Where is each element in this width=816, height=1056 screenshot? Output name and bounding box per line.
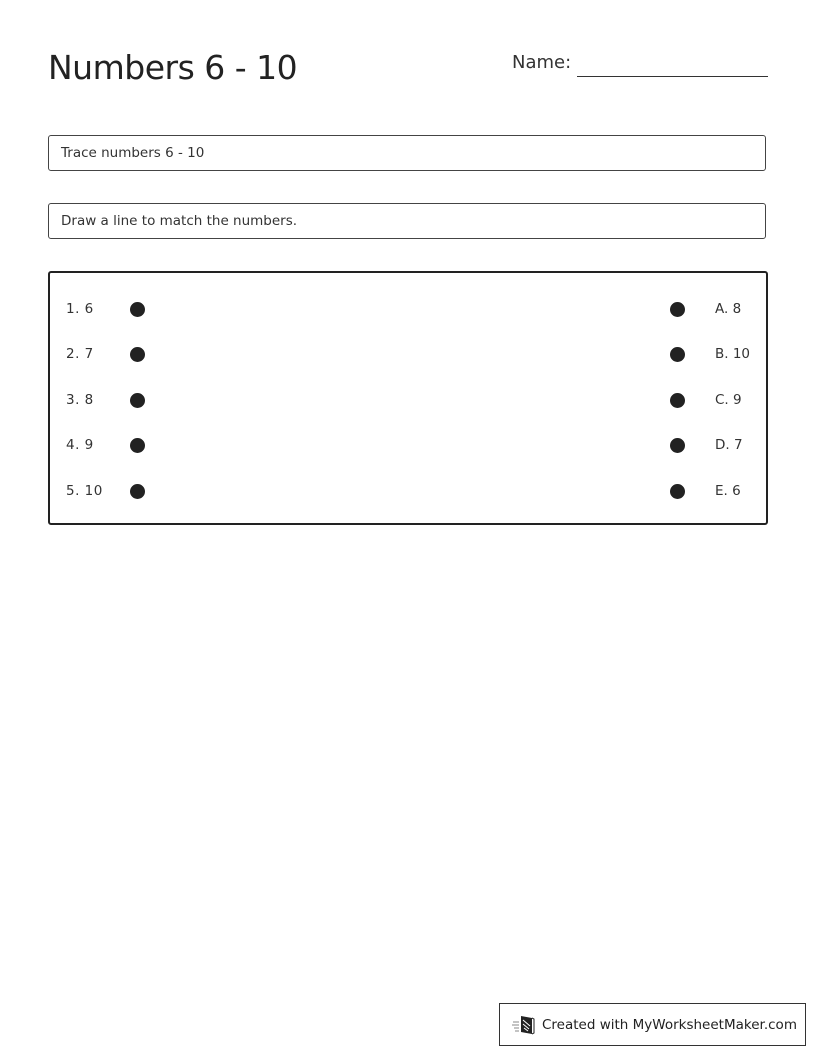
right-dot[interactable] xyxy=(670,484,685,499)
footer-badge[interactable] xyxy=(499,1003,806,1046)
left-dot[interactable] xyxy=(130,438,145,453)
right-dot[interactable] xyxy=(670,393,685,408)
right-item-label: B. 10 xyxy=(715,346,751,362)
left-dot[interactable] xyxy=(130,347,145,362)
right-dot[interactable] xyxy=(670,302,685,317)
page-title: Numbers 6 - 10 xyxy=(48,48,298,87)
left-item-label: 1. 6 xyxy=(66,301,94,317)
left-item-label: 5. 10 xyxy=(66,483,103,499)
matching-row xyxy=(50,299,766,319)
matching-row xyxy=(50,390,766,410)
name-field xyxy=(512,52,768,78)
right-item-label: E. 6 xyxy=(715,483,741,499)
instruction-match: Draw a line to match the numbers. xyxy=(48,203,766,239)
name-label: Name: xyxy=(512,52,572,73)
matching-row xyxy=(50,435,766,455)
worksheet-maker-logo-icon xyxy=(512,1014,536,1036)
right-dot[interactable] xyxy=(670,438,685,453)
left-dot[interactable] xyxy=(130,484,145,499)
left-item-label: 3. 8 xyxy=(66,392,94,408)
right-item-label: A. 8 xyxy=(715,301,742,317)
instruction-trace: Trace numbers 6 - 10 xyxy=(48,135,766,171)
left-item-label: 4. 9 xyxy=(66,437,94,453)
matching-exercise-box xyxy=(48,271,768,525)
right-item-label: C. 9 xyxy=(715,392,742,408)
matching-row xyxy=(50,481,766,501)
right-dot[interactable] xyxy=(670,347,685,362)
left-dot[interactable] xyxy=(130,302,145,317)
right-item-label: D. 7 xyxy=(715,437,743,453)
left-dot[interactable] xyxy=(130,393,145,408)
name-blank-line[interactable] xyxy=(577,76,768,77)
footer-credit-text: Created with MyWorksheetMaker.com xyxy=(542,1016,797,1033)
matching-row xyxy=(50,344,766,364)
left-item-label: 2. 7 xyxy=(66,346,94,362)
